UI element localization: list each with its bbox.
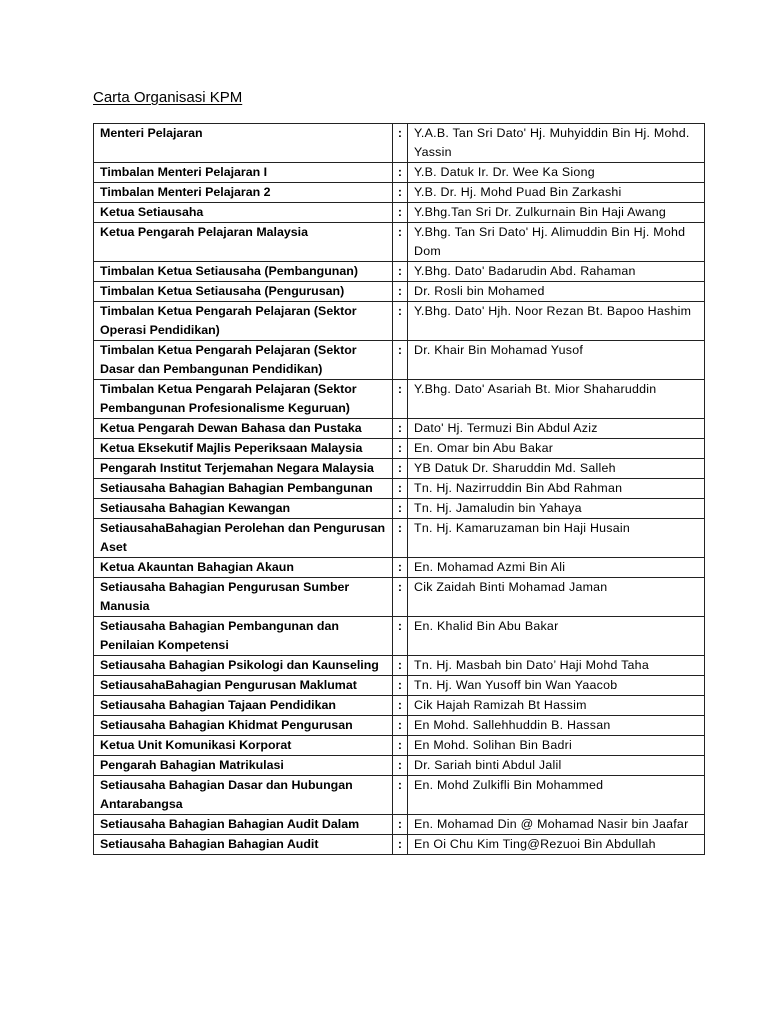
- position-cell: Setiausaha Bahagian Psikologi dan Kaunseling: [94, 656, 393, 676]
- position-cell: Setiausaha Bahagian Pembangunan dan Penilaian Kompetensi: [94, 617, 393, 656]
- separator-cell: :: [393, 716, 408, 736]
- position-cell: Ketua Pengarah Pelajaran Malaysia: [94, 223, 393, 262]
- separator-cell: :: [393, 223, 408, 262]
- separator-cell: :: [393, 439, 408, 459]
- separator-cell: :: [393, 578, 408, 617]
- separator-cell: :: [393, 815, 408, 835]
- name-cell: Y.Bhg. Dato' Badarudin Abd. Rahaman: [408, 262, 705, 282]
- position-cell: Timbalan Menteri Pelajaran I: [94, 163, 393, 183]
- separator-cell: :: [393, 479, 408, 499]
- name-cell: En. Mohamad Azmi Bin Ali: [408, 558, 705, 578]
- page-title: Carta Organisasi KPM: [93, 89, 243, 106]
- table-row: [94, 815, 705, 835]
- table-row: [94, 716, 705, 736]
- position-cell: Pengarah Bahagian Matrikulasi: [94, 756, 393, 776]
- position-cell: Ketua Eksekutif Majlis Peperiksaan Malaysia: [94, 439, 393, 459]
- position-cell: Setiausaha Bahagian Khidmat Pengurusan: [94, 716, 393, 736]
- name-cell: En. Mohamad Din @ Mohamad Nasir bin Jaafar: [408, 815, 705, 835]
- table-row: [94, 419, 705, 439]
- position-cell: Setiausaha Bahagian Dasar dan Hubungan Antarabangsa: [94, 776, 393, 815]
- table-row: [94, 380, 705, 419]
- position-cell: Timbalan Ketua Pengarah Pelajaran (Sektor Pembangunan Profesionalisme Keguruan): [94, 380, 393, 419]
- table-row: [94, 617, 705, 656]
- table-row: [94, 519, 705, 558]
- separator-cell: :: [393, 736, 408, 756]
- separator-cell: :: [393, 696, 408, 716]
- position-cell: Ketua Setiausaha: [94, 203, 393, 223]
- table-row: [94, 479, 705, 499]
- separator-cell: :: [393, 558, 408, 578]
- separator-cell: :: [393, 756, 408, 776]
- name-cell: En Mohd. Solihan Bin Badri: [408, 736, 705, 756]
- org-chart-table: [93, 123, 705, 855]
- position-cell: Setiausaha Bahagian Pengurusan Sumber Manusia: [94, 578, 393, 617]
- name-cell: Dr. Khair Bin Mohamad Yusof: [408, 341, 705, 380]
- table-row: [94, 835, 705, 855]
- name-cell: Tn. Hj. Jamaludin bin Yahaya: [408, 499, 705, 519]
- table-row: [94, 499, 705, 519]
- name-cell: Y.Bhg. Dato' Hjh. Noor Rezan Bt. Bapoo Hashim: [408, 302, 705, 341]
- separator-cell: :: [393, 203, 408, 223]
- name-cell: En Oi Chu Kim Ting@Rezuoi Bin Abdullah: [408, 835, 705, 855]
- name-cell: Y.Bhg. Dato' Asariah Bt. Mior Shaharuddin: [408, 380, 705, 419]
- name-cell: YB Datuk Dr. Sharuddin Md. Salleh: [408, 459, 705, 479]
- name-cell: Y.A.B. Tan Sri Dato' Hj. Muhyiddin Bin Hj. Mohd. Yassin: [408, 124, 705, 163]
- table-row: [94, 302, 705, 341]
- table-row: [94, 439, 705, 459]
- name-cell: Cik Hajah Ramizah Bt Hassim: [408, 696, 705, 716]
- position-cell: SetiausahaBahagian Pengurusan Maklumat: [94, 676, 393, 696]
- separator-cell: :: [393, 656, 408, 676]
- name-cell: Dr. Rosli bin Mohamed: [408, 282, 705, 302]
- position-cell: SetiausahaBahagian Perolehan dan Pengurusan Aset: [94, 519, 393, 558]
- table-row: [94, 736, 705, 756]
- position-cell: Setiausaha Bahagian Bahagian Audit Dalam: [94, 815, 393, 835]
- position-cell: Setiausaha Bahagian Kewangan: [94, 499, 393, 519]
- separator-cell: :: [393, 262, 408, 282]
- table-row: [94, 558, 705, 578]
- table-row: [94, 203, 705, 223]
- name-cell: Cik Zaidah Binti Mohamad Jaman: [408, 578, 705, 617]
- name-cell: Dr. Sariah binti Abdul Jalil: [408, 756, 705, 776]
- table-row: [94, 756, 705, 776]
- name-cell: En. Omar bin Abu Bakar: [408, 439, 705, 459]
- name-cell: En. Mohd Zulkifli Bin Mohammed: [408, 776, 705, 815]
- separator-cell: :: [393, 183, 408, 203]
- position-cell: Menteri Pelajaran: [94, 124, 393, 163]
- table-row: [94, 676, 705, 696]
- table-row: [94, 656, 705, 676]
- table-row: [94, 578, 705, 617]
- position-cell: Ketua Akauntan Bahagian Akaun: [94, 558, 393, 578]
- separator-cell: :: [393, 163, 408, 183]
- position-cell: Setiausaha Bahagian Bahagian Audit: [94, 835, 393, 855]
- separator-cell: :: [393, 835, 408, 855]
- table-row: [94, 459, 705, 479]
- table-row: [94, 776, 705, 815]
- table-row: [94, 163, 705, 183]
- table-row: [94, 696, 705, 716]
- name-cell: En. Khalid Bin Abu Bakar: [408, 617, 705, 656]
- separator-cell: :: [393, 459, 408, 479]
- position-cell: Setiausaha Bahagian Tajaan Pendidikan: [94, 696, 393, 716]
- name-cell: Y.B. Dr. Hj. Mohd Puad Bin Zarkashi: [408, 183, 705, 203]
- separator-cell: :: [393, 676, 408, 696]
- position-cell: Timbalan Ketua Pengarah Pelajaran (Sektor Operasi Pendidikan): [94, 302, 393, 341]
- separator-cell: :: [393, 519, 408, 558]
- name-cell: Y.B. Datuk Ir. Dr. Wee Ka Siong: [408, 163, 705, 183]
- name-cell: Tn. Hj. Kamaruzaman bin Haji Husain: [408, 519, 705, 558]
- position-cell: Setiausaha Bahagian Bahagian Pembangunan: [94, 479, 393, 499]
- position-cell: Timbalan Ketua Pengarah Pelajaran (Sektor Dasar dan Pembangunan Pendidikan): [94, 341, 393, 380]
- name-cell: Tn. Hj. Masbah bin Dato’ Haji Mohd Taha: [408, 656, 705, 676]
- table-row: [94, 282, 705, 302]
- separator-cell: :: [393, 380, 408, 419]
- position-cell: Timbalan Menteri Pelajaran 2: [94, 183, 393, 203]
- position-cell: Timbalan Ketua Setiausaha (Pembangunan): [94, 262, 393, 282]
- separator-cell: :: [393, 499, 408, 519]
- name-cell: Tn. Hj. Wan Yusoff bin Wan Yaacob: [408, 676, 705, 696]
- position-cell: Ketua Unit Komunikasi Korporat: [94, 736, 393, 756]
- table-row: [94, 262, 705, 282]
- name-cell: Y.Bhg. Tan Sri Dato' Hj. Alimuddin Bin Hj. Mohd Dom: [408, 223, 705, 262]
- table-row: [94, 124, 705, 163]
- separator-cell: :: [393, 341, 408, 380]
- name-cell: Tn. Hj. Nazirruddin Bin Abd Rahman: [408, 479, 705, 499]
- name-cell: Y.Bhg.Tan Sri Dr. Zulkurnain Bin Haji Awang: [408, 203, 705, 223]
- separator-cell: :: [393, 282, 408, 302]
- separator-cell: :: [393, 302, 408, 341]
- separator-cell: :: [393, 419, 408, 439]
- name-cell: Dato' Hj. Termuzi Bin Abdul Aziz: [408, 419, 705, 439]
- name-cell: En Mohd. Sallehhuddin B. Hassan: [408, 716, 705, 736]
- table-row: [94, 183, 705, 203]
- position-cell: Pengarah Institut Terjemahan Negara Malaysia: [94, 459, 393, 479]
- table-row: [94, 341, 705, 380]
- separator-cell: :: [393, 776, 408, 815]
- table-row: [94, 223, 705, 262]
- org-chart-body: [94, 124, 705, 855]
- position-cell: Ketua Pengarah Dewan Bahasa dan Pustaka: [94, 419, 393, 439]
- separator-cell: :: [393, 124, 408, 163]
- position-cell: Timbalan Ketua Setiausaha (Pengurusan): [94, 282, 393, 302]
- separator-cell: :: [393, 617, 408, 656]
